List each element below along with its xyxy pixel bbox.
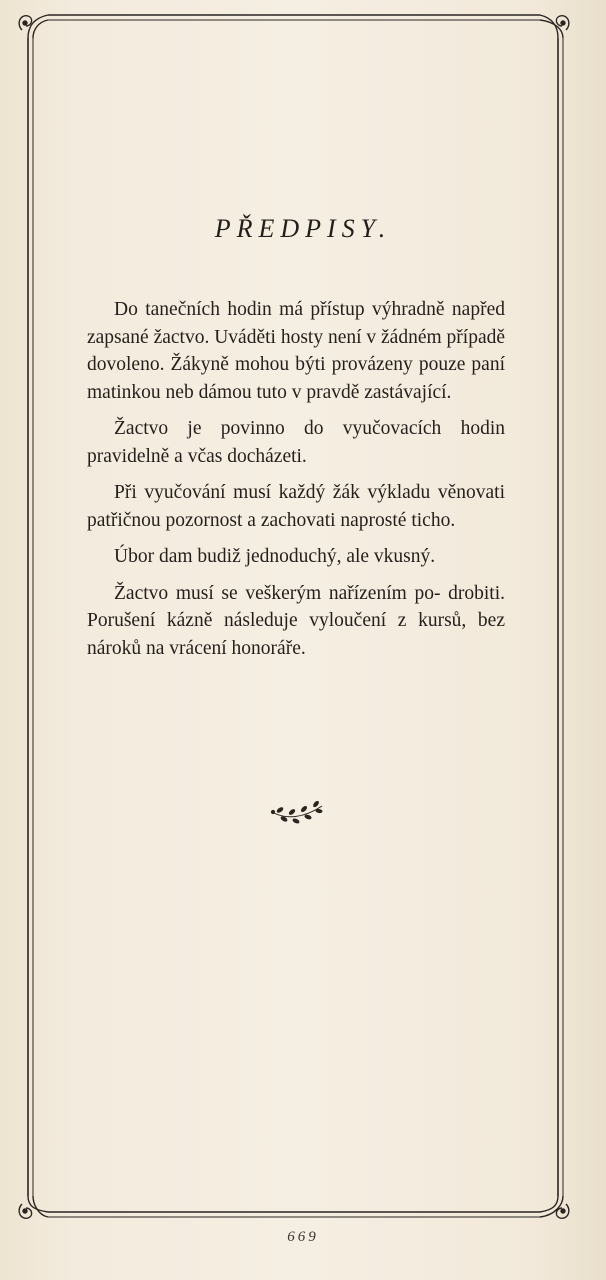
page-title: PŘEDPISY. <box>214 214 392 243</box>
rule-paragraph-5: Žactvo musí se veškerým nařízením po- drobiti. Porušení kázně následuje vyloučení z kursů, bez nároků na vrácení honoráře. <box>87 582 505 659</box>
rule-paragraph-3: Při vyučování musí každý žák výkladu věnovati patřičnou pozornost a zachovati naprosté ticho. <box>87 482 505 531</box>
rule-paragraph-4: Úbor dam budiž jednoduchý, ale vkusný. <box>114 546 436 567</box>
page-number: 669 <box>287 1229 319 1245</box>
rule-paragraph-1: Do tanečních hodin má přístup výhradně napřed zapsané žactvo. Uváděti hosty není v žádném případě dovoleno. Žákyně mohou býti provázeny pouze paní matinkou neb dámou tuto v pravdě zastávající. <box>87 299 506 403</box>
rules-text <box>87 296 505 671</box>
leaf-sprig-ornament-icon <box>268 798 326 828</box>
rule-paragraph-2: Žactvo je povinno do vyučovacích hodin pravidelně a včas docházeti. <box>87 418 505 467</box>
